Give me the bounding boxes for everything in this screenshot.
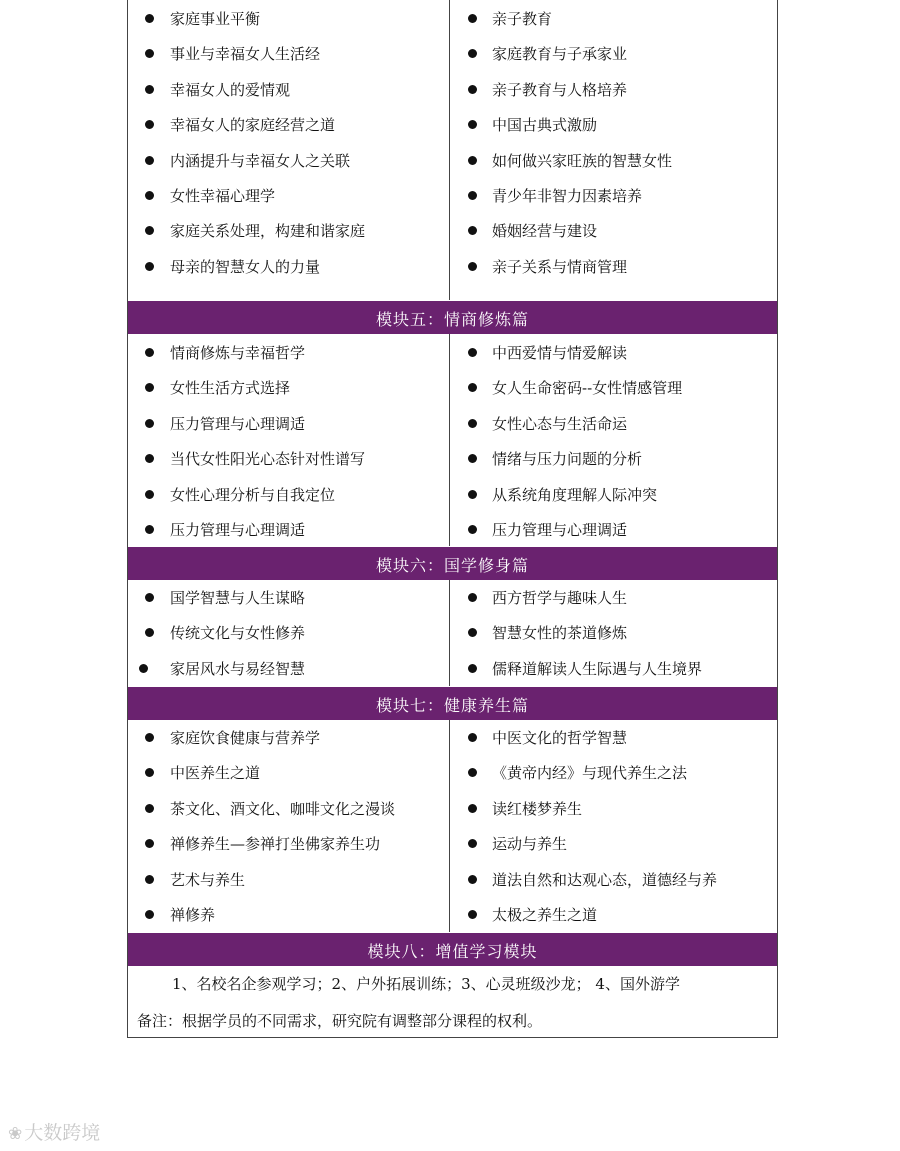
list-item-label: 家庭事业平衡 xyxy=(170,10,261,28)
list-item xyxy=(450,43,777,65)
list-item-label: 道法自然和达观心态，道德经与养 xyxy=(492,870,718,889)
bullet-icon xyxy=(468,839,477,848)
module-six-header: 模块六：国学修身篇 xyxy=(128,547,777,580)
left-column xyxy=(128,0,450,300)
bullet-icon xyxy=(468,383,477,392)
bullet-icon xyxy=(145,348,154,357)
bullet-icon xyxy=(468,262,477,271)
watermark xyxy=(8,1118,100,1145)
bullet-icon xyxy=(468,733,477,742)
list-item-label: 中国古典式激励 xyxy=(492,116,598,135)
bullet-icon xyxy=(468,664,477,673)
list-item xyxy=(128,869,449,891)
list-item xyxy=(128,798,449,820)
list-item-label: 亲子关系与情商管理 xyxy=(492,257,628,276)
list-item xyxy=(450,484,777,506)
watermark-text: 大数跨境 xyxy=(24,1122,101,1144)
bullet-icon xyxy=(145,593,154,602)
list-item xyxy=(128,79,449,101)
right-column xyxy=(450,334,777,546)
list-item-label: 情绪与压力问题的分析 xyxy=(492,450,643,469)
bullet-icon xyxy=(145,120,154,129)
module-seven-header: 模块七：健康养生篇 xyxy=(128,687,777,720)
section-module-eight xyxy=(128,966,777,1036)
bullet-icon xyxy=(145,733,154,742)
list-item xyxy=(450,519,777,541)
bullet-icon xyxy=(468,85,477,94)
module-eight-header: 模块八：增值学习模块 xyxy=(128,933,777,966)
bullet-icon xyxy=(468,490,477,499)
bullet-icon xyxy=(145,768,154,777)
bullet-icon xyxy=(145,383,154,392)
bullet-icon xyxy=(468,768,477,777)
list-item-label: 太极之养生之道 xyxy=(492,906,598,924)
bullet-icon xyxy=(468,525,477,534)
list-item-label: 女性生活方式选择 xyxy=(170,379,291,398)
list-item-label: 婚姻经营与建设 xyxy=(492,222,598,241)
bullet-icon xyxy=(145,804,154,813)
list-item xyxy=(128,185,449,207)
list-item xyxy=(128,220,449,242)
list-item-label: 国学智慧与人生谋略 xyxy=(170,589,306,607)
list-item xyxy=(450,448,777,470)
list-item-label: 中医养生之道 xyxy=(170,764,261,783)
list-item-label: 女性幸福心理学 xyxy=(170,187,276,205)
list-item xyxy=(450,833,777,855)
list-item-label: 儒释道解读人生际遇与人生境界 xyxy=(492,659,703,678)
list-item xyxy=(450,762,777,784)
bullet-icon xyxy=(468,120,477,129)
bullet-icon xyxy=(145,14,154,23)
list-item-label: 传统文化与女性修养 xyxy=(170,624,306,643)
list-item xyxy=(450,8,777,30)
list-item-label: 中西爱情与情爱解读 xyxy=(492,344,628,362)
list-item-label: 家庭教育与子承家业 xyxy=(492,45,628,64)
list-item xyxy=(128,727,449,749)
list-item xyxy=(128,519,449,541)
list-item xyxy=(128,622,449,644)
bullet-icon xyxy=(468,156,477,165)
list-item-label: 如何做兴家旺族的智慧女性 xyxy=(492,151,673,170)
list-item xyxy=(128,484,449,506)
list-item-label: 幸福女人的爱情观 xyxy=(170,80,291,99)
bullet-icon xyxy=(145,839,154,848)
bullet-icon xyxy=(145,419,154,428)
right-column xyxy=(450,0,777,300)
left-column xyxy=(128,580,450,686)
list-item xyxy=(450,869,777,891)
list-item xyxy=(128,833,449,855)
bullet-icon xyxy=(468,348,477,357)
bullet-icon xyxy=(145,262,154,271)
bullet-icon xyxy=(468,14,477,23)
list-item xyxy=(450,342,777,364)
section-module-five xyxy=(128,334,777,546)
list-item xyxy=(128,342,449,364)
bullet-icon xyxy=(468,804,477,813)
list-item-label: 运动与养生 xyxy=(492,835,568,854)
list-item xyxy=(450,798,777,820)
list-item-label: 亲子教育与人格培养 xyxy=(492,80,628,99)
list-item-label: 家庭饮食健康与营养学 xyxy=(170,729,321,747)
list-item-label: 女性心理分析与自我定位 xyxy=(170,485,336,504)
list-item-label: 幸福女人的家庭经营之道 xyxy=(170,116,336,135)
list-item-label: 西方哲学与趣味人生 xyxy=(492,589,628,607)
list-item-label: 情商修炼与幸福哲学 xyxy=(170,344,306,362)
list-item xyxy=(450,377,777,399)
remarks: 备注：根据学员的不同需求，研究院有调整部分课程的权利。 xyxy=(137,1012,543,1030)
bullet-icon xyxy=(145,490,154,499)
list-item xyxy=(450,256,777,278)
left-column xyxy=(128,334,450,546)
list-item-label: 压力管理与心理调适 xyxy=(170,414,306,433)
list-item-label: 艺术与养生 xyxy=(170,870,246,889)
list-item xyxy=(128,587,449,609)
bullet-icon xyxy=(468,191,477,200)
bullet-icon xyxy=(139,664,148,673)
right-column xyxy=(450,720,777,932)
bullet-icon xyxy=(468,593,477,602)
list-item-label: 从系统角度理解人际冲突 xyxy=(492,485,658,504)
list-item xyxy=(128,413,449,435)
bullet-icon xyxy=(468,226,477,235)
bullet-icon xyxy=(145,454,154,463)
list-item xyxy=(128,377,449,399)
right-column xyxy=(450,580,777,686)
bullet-icon xyxy=(468,419,477,428)
list-item-label: 家庭关系处理，构建和谐家庭 xyxy=(170,222,366,241)
bullet-icon xyxy=(145,875,154,884)
list-item xyxy=(450,114,777,136)
bullet-icon xyxy=(468,49,477,58)
list-item-label: 中医文化的哲学智慧 xyxy=(492,729,628,747)
list-item-label: 茶文化、酒文化、咖啡文化之漫谈 xyxy=(170,799,396,818)
bullet-icon xyxy=(145,226,154,235)
list-item xyxy=(450,185,777,207)
bullet-icon xyxy=(468,875,477,884)
list-item xyxy=(128,904,449,926)
list-item-label: 事业与幸福女人生活经 xyxy=(170,45,321,64)
list-item-label: 压力管理与心理调适 xyxy=(492,521,628,539)
list-item-label: 青少年非智力因素培养 xyxy=(492,187,643,205)
list-item xyxy=(450,413,777,435)
list-item-label: 内涵提升与幸福女人之关联 xyxy=(170,151,351,170)
bullet-icon xyxy=(145,191,154,200)
section-family-education xyxy=(128,0,777,300)
section-module-seven xyxy=(128,720,777,932)
list-item xyxy=(450,904,777,926)
list-item-label: 母亲的智慧女人的力量 xyxy=(170,257,321,276)
list-item xyxy=(450,587,777,609)
list-item xyxy=(128,114,449,136)
value-added-items: 1、名校名企参观学习；2、户外拓展训练；3、心灵班级沙龙； 4、国外游学 xyxy=(172,975,680,993)
bullet-icon xyxy=(145,85,154,94)
logo-icon: ❀ xyxy=(8,1124,23,1144)
bullet-icon xyxy=(145,525,154,534)
bullet-icon xyxy=(145,910,154,919)
module-five-header: 模块五：情商修炼篇 xyxy=(128,301,777,334)
list-item-label: 女性心态与生活命运 xyxy=(492,414,628,433)
list-item-label: 家居风水与易经智慧 xyxy=(170,659,306,678)
list-item xyxy=(450,727,777,749)
list-item-label: 读红楼梦养生 xyxy=(492,799,583,818)
list-item xyxy=(128,256,449,278)
course-table xyxy=(127,0,778,1038)
list-item xyxy=(450,220,777,242)
list-item-label: 当代女性阳光心态针对性谱写 xyxy=(170,450,366,469)
list-item-label: 亲子教育 xyxy=(492,10,553,28)
list-item xyxy=(450,79,777,101)
list-item-label: 智慧女性的茶道修炼 xyxy=(492,624,628,643)
list-item-label: 禅修养 xyxy=(170,906,216,924)
bullet-icon xyxy=(145,156,154,165)
list-item xyxy=(450,622,777,644)
list-item-label: 女人生命密码--女性情感管理 xyxy=(492,379,683,398)
list-item-label: 禅修养生—参禅打坐佛家养生功 xyxy=(170,835,381,854)
bullet-icon xyxy=(468,454,477,463)
list-item xyxy=(450,658,777,680)
section-module-six xyxy=(128,580,777,686)
list-item-label: 压力管理与心理调适 xyxy=(170,521,306,539)
list-item xyxy=(128,43,449,65)
list-item xyxy=(128,658,449,680)
list-item xyxy=(128,448,449,470)
list-item xyxy=(128,8,449,30)
bullet-icon xyxy=(468,628,477,637)
bullet-icon xyxy=(468,910,477,919)
list-item xyxy=(128,150,449,172)
list-item-label: 《黄帝内经》与现代养生之法 xyxy=(492,764,688,783)
list-item xyxy=(128,762,449,784)
bullet-icon xyxy=(145,628,154,637)
list-item xyxy=(450,150,777,172)
bullet-icon xyxy=(145,49,154,58)
left-column xyxy=(128,720,450,932)
